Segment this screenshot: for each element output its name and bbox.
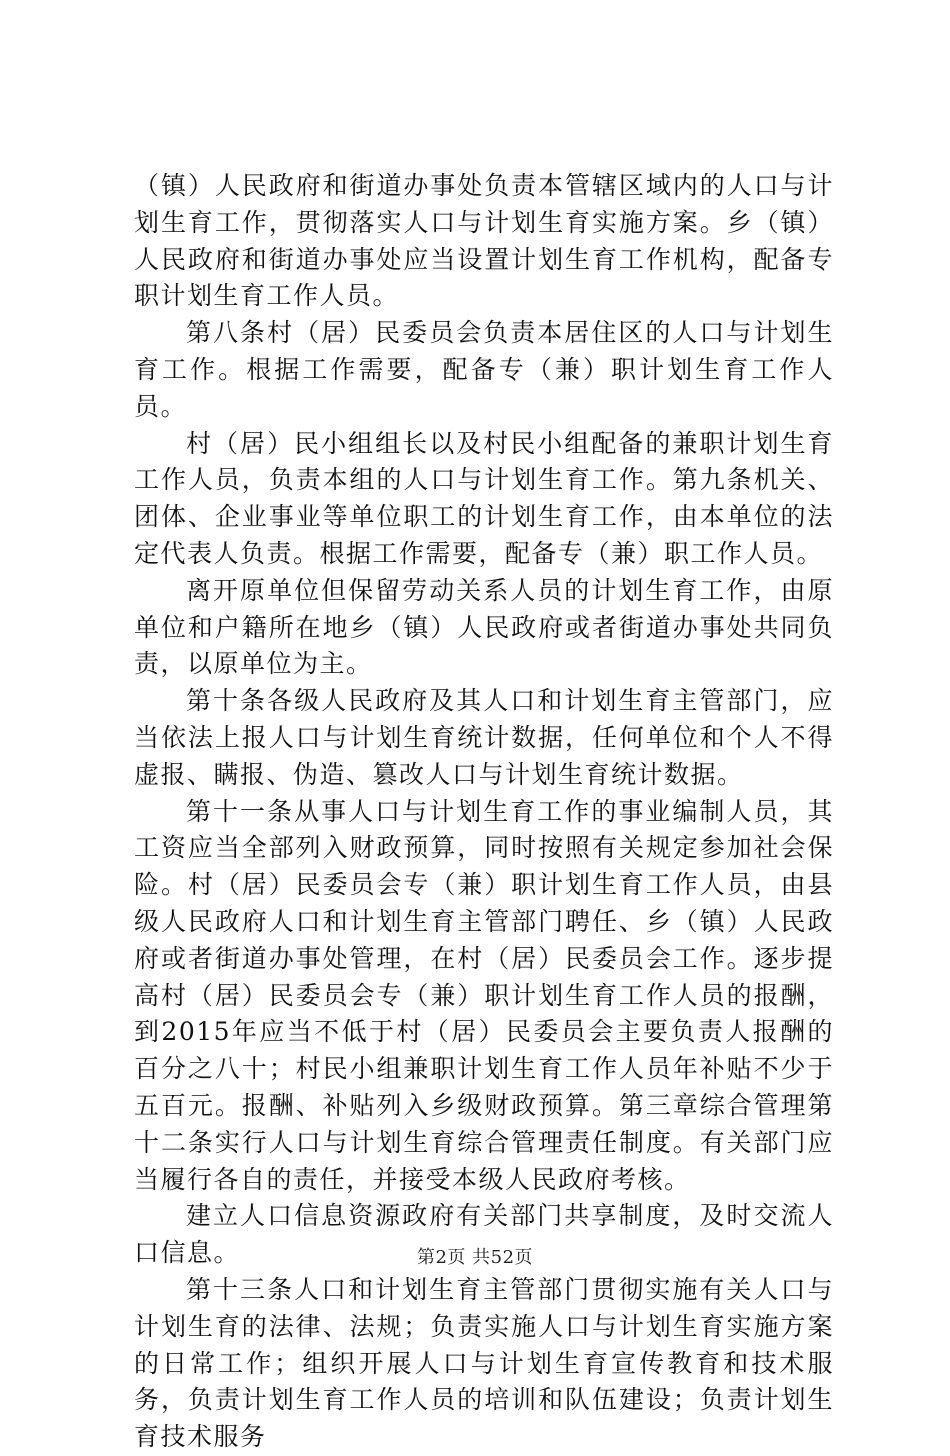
paragraph-2: 第八条村（居）民委员会负责本居住区的人口与计划生育工作。根据工作需要，配备专（兼）职计划生育工作人员。 — [134, 318, 834, 421]
paragraph-8: 第十三条人口和计划生育主管部门贯彻实施有关人口与计划生育的法律、法规；负责实施人口与计划生育实施方案的日常工作；组织开展人口与计划生育宣传教育和技术服务，负责计划生育工作人员的培训和队伍建设；负责计划生育技术服务 — [134, 1274, 834, 1452]
page-footer — [0, 1246, 950, 1270]
paragraph-4: 离开原单位但保留劳动关系人员的计划生育工作，由原单位和户籍所在地乡（镇）人民政府或者街道办事处共同负责，以原单位为主。 — [134, 575, 834, 679]
paragraph-5: 第十条各级人民政府及其人口和计划生育主管部门，应当依法上报人口与计划生育统计数据，任何单位和个人不得虚报、瞒报、伪造、篡改人口与计划生育统计数据。 — [134, 686, 834, 789]
paragraph-7: 建立人口信息资源政府有关部门共享制度，及时交流人口信息。 — [134, 1201, 834, 1268]
paragraph-1: （镇）人民政府和街道办事处负责本管辖区域内的人口与计划生育工作，贯彻落实人口与计划生育实施方案。乡（镇）人民政府和街道办事处应当设置计划生育工作机构，配备专职计划生育工作人员。 — [134, 171, 834, 311]
paragraph-3: 村（居）民小组组长以及村民小组配备的兼职计划生育工作人员，负责本组的人口与计划生育工作。第九条机关、团体、企业事业等单位职工的计划生育工作，由本单位的法定代表人负责。根据工作需要，配备专（兼）职工作人员。 — [134, 428, 834, 568]
page-number-label: 第2页 共52页 — [416, 1247, 534, 1268]
paragraph-6: 第十一条从事人口与计划生育工作的事业编制人员，其工资应当全部列入财政预算，同时按照有关规定参加社会保险。村（居）民委员会专（兼）职计划生育工作人员，由县级人民政府人口和计划生育主管部门聘任、乡（镇）人民政府或者街道办事处管理，在村（居）民委员会工作。逐步提高村（居）民委员会专（兼）职计划生育工作人员的报酬，到2015年应当不低于村（居）民委员会主要负责人报酬的百分之八十；村民小组兼职计划生育工作人员年补贴不少于五百元。报酬、补贴列入乡级财政预算。第三章综合管理第十二条实行人口与计划生育综合管理责任制度。有关部门应当履行各自的责任，并接受本级人民政府考核。 — [134, 796, 834, 1194]
